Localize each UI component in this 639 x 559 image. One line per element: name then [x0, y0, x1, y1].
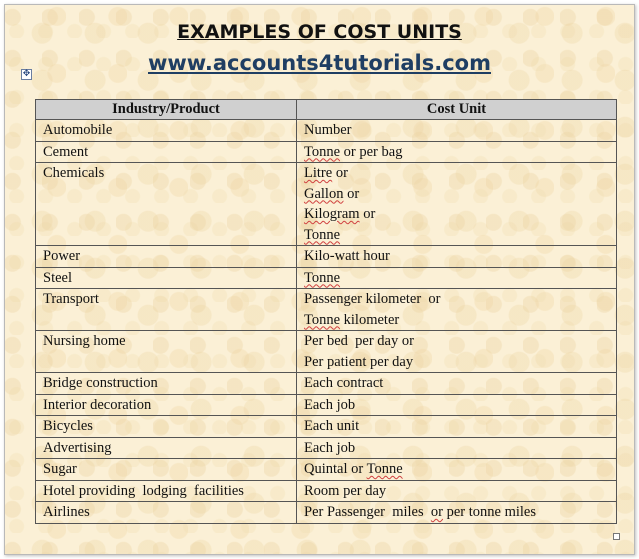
cost-unit-cell	[297, 502, 617, 524]
cost-unit-line: Each job	[304, 439, 356, 456]
industry-cell: Chemicals	[36, 163, 297, 246]
document-page	[4, 4, 635, 555]
cost-unit-line: Number	[304, 122, 352, 138]
table-row	[36, 141, 617, 163]
cost-unit-line: Tonne	[304, 269, 341, 286]
column-header-industry: Industry/Product	[36, 100, 297, 120]
industry-cell: Bridge construction	[36, 373, 297, 395]
cost-unit-line: Room per day	[304, 482, 387, 499]
cost-unit-cell	[297, 163, 617, 246]
cost-unit-cell	[297, 331, 617, 373]
cost-unit-line: Each contract	[304, 375, 384, 391]
cost-unit-line: Per patient per day	[304, 353, 414, 370]
industry-cell: Interior decoration	[36, 394, 297, 416]
industry-cell: Sugar	[36, 459, 297, 481]
cost-unit-line: Tonne kilometer	[304, 311, 400, 328]
cost-unit-line: Quintal or Tonne	[304, 461, 403, 477]
table-move-handle-icon[interactable]: ✥	[22, 69, 31, 79]
table-row	[36, 459, 617, 481]
cost-unit-cell	[297, 120, 617, 142]
cost-unit-line: Each unit	[304, 418, 360, 434]
cost-unit-line: Litre or	[304, 165, 348, 181]
website-link[interactable]: www.accounts4tutorials.com	[148, 51, 491, 75]
cost-unit-line: Tonne or per bag	[304, 143, 403, 160]
table-row	[36, 120, 617, 142]
cost-unit-cell	[297, 267, 617, 289]
cost-unit-cell	[297, 416, 617, 438]
table-row	[36, 289, 617, 331]
table-resize-handle-icon[interactable]	[613, 533, 620, 540]
page-title: EXAMPLES OF COST UNITS	[177, 21, 462, 43]
industry-cell: Advertising	[36, 437, 297, 459]
table-row	[36, 416, 617, 438]
table-header-row	[36, 100, 617, 120]
cost-units-table	[35, 99, 617, 524]
table-row	[36, 437, 617, 459]
column-header-cost-unit: Cost Unit	[297, 100, 617, 120]
cost-unit-line: Per bed per day or	[304, 333, 414, 349]
cost-unit-cell	[297, 459, 617, 481]
cost-unit-cell	[297, 437, 617, 459]
industry-cell: Steel	[36, 267, 297, 289]
industry-cell: Hotel providing lodging facilities	[36, 480, 297, 502]
cost-unit-cell	[297, 373, 617, 395]
table-row	[36, 394, 617, 416]
cost-unit-line: Kilogram or	[304, 206, 376, 222]
industry-cell: Automobile	[36, 120, 297, 142]
cost-unit-line: Tonne	[304, 226, 341, 243]
industry-cell: Power	[36, 246, 297, 268]
cost-unit-line: Each job	[304, 396, 356, 413]
table-row	[36, 267, 617, 289]
cost-unit-cell	[297, 141, 617, 163]
industry-cell: Cement	[36, 141, 297, 163]
industry-cell: Transport	[36, 289, 297, 331]
cost-unit-line: Gallon or	[304, 185, 360, 202]
table-row	[36, 163, 617, 246]
cost-unit-cell	[297, 394, 617, 416]
cost-unit-cell	[297, 480, 617, 502]
cost-unit-line: Per Passenger miles or per tonne miles	[304, 504, 537, 520]
cost-unit-cell	[297, 289, 617, 331]
table-row	[36, 502, 617, 524]
table-row	[36, 480, 617, 502]
industry-cell: Nursing home	[36, 331, 297, 373]
table-row	[36, 331, 617, 373]
table-row	[36, 373, 617, 395]
cost-unit-line: Passenger kilometer or	[304, 291, 441, 307]
industry-cell: Airlines	[36, 502, 297, 524]
cost-unit-line: Kilo-watt hour	[304, 248, 390, 264]
cost-unit-cell	[297, 246, 617, 268]
table-row	[36, 246, 617, 268]
industry-cell: Bicycles	[36, 416, 297, 438]
